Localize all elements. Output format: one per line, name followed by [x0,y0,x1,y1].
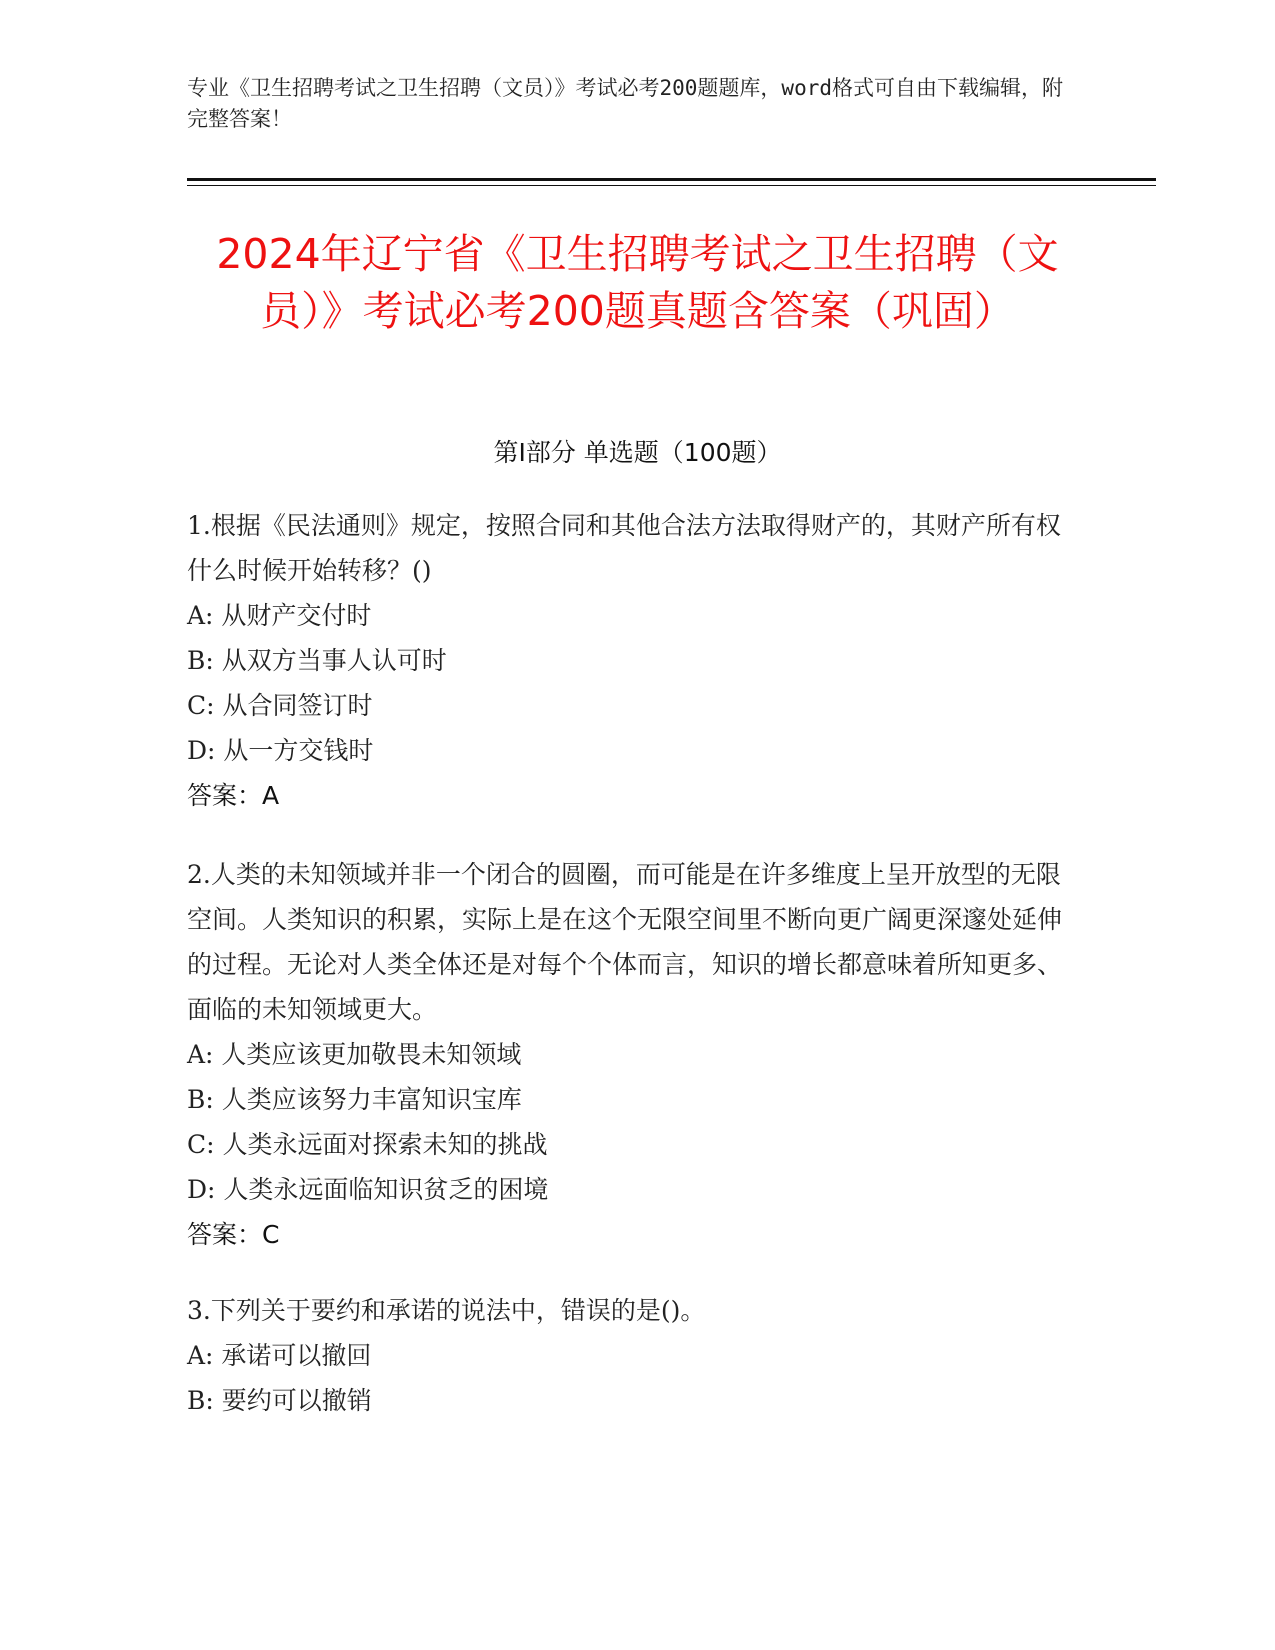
option-a: A: 从财产交付时 [187,601,372,630]
header-rule-thin [187,185,1156,186]
question-text: 1.根据《民法通则》规定，按照合同和其他合法方法取得财产的，其财产所有权什么时候开始转移？() [187,511,1061,585]
header-note: 专业《卫生招聘考试之卫生招聘（文员）》考试必考200题题库，word格式可自由下载编辑，附完整答案！ [187,76,1063,131]
section-heading: 第I部分 单选题（100题） [493,438,782,467]
question-1 [187,503,1067,818]
option-d: D: 从一方交钱时 [187,736,374,765]
question-3 [187,1288,1067,1423]
option-b: B: 要约可以撤销 [187,1386,372,1415]
option-b: B: 从双方当事人认可时 [187,646,447,675]
question-2 [187,852,1067,1257]
question-text: 3.下列关于要约和承诺的说法中，错误的是()。 [187,1296,706,1325]
answer-text: 答案：A [187,781,280,810]
header-rule-thick [187,178,1156,181]
option-b: B: 人类应该努力丰富知识宝库 [187,1085,522,1114]
option-c: C: 人类永远面对探索未知的挑战 [187,1130,548,1159]
question-text: 2.人类的未知领域并非一个闭合的圆圈，而可能是在许多维度上呈开放型的无限空间。人类知识的积累，实际上是在这个无限空间里不断向更广阔更深邃处延伸的过程。无论对人类全体还是对每个个体而言，知识的增长都意味着所知更多、面临的未知领域更大。 [187,860,1063,1024]
option-a: A: 人类应该更加敬畏未知领域 [187,1040,522,1069]
option-a: A: 承诺可以撤回 [187,1341,372,1370]
option-d: D: 人类永远面临知识贫乏的困境 [187,1175,549,1204]
answer-text: 答案：C [187,1220,280,1249]
option-c: C: 从合同签订时 [187,691,373,720]
document-title: 2024年辽宁省《卫生招聘考试之卫生招聘（文员）》考试必考200题真题含答案（巩固） [216,230,1059,335]
